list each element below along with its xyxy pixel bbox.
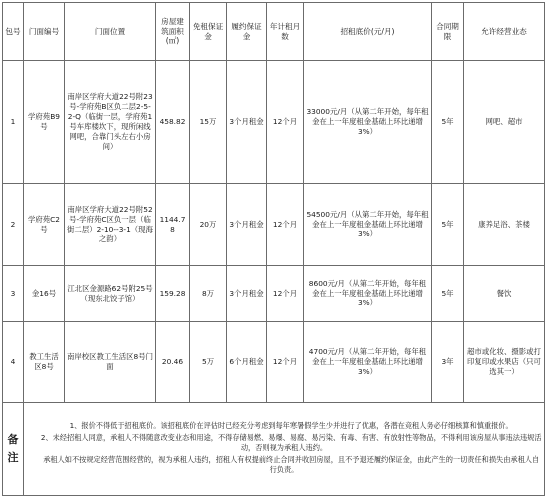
row-performance: 3个月租金: [227, 61, 267, 184]
row-price: 33000元/月（从第二年开始，每年租金在上一年度租金基础上环比递增3%）: [304, 61, 432, 184]
row-location: 南岸校区教工生活区8号门面: [65, 322, 156, 403]
row-performance: 3个月租金: [227, 266, 267, 322]
header-deposit: 免租保证金: [190, 3, 227, 61]
row-no: 2: [3, 184, 24, 266]
row-term: 12个月: [267, 266, 304, 322]
row-business: 超市或化妆、摄影或打印复印或水果店（只可选其一）: [464, 322, 545, 403]
table-row: [3, 61, 545, 184]
row-period: 3年: [432, 322, 464, 403]
row-no: 1: [3, 61, 24, 184]
row-area: 20.46: [156, 322, 190, 403]
row-performance: 6个月租金: [227, 322, 267, 403]
row-period: 5年: [432, 184, 464, 266]
row-location: 南岸区学府大道22号附52号-学府苑C区负一层（临街二层）2-10--3-1（现海之韵）: [65, 184, 156, 266]
row-no: 3: [3, 266, 24, 322]
row-door: 教工生活区8号: [24, 322, 65, 403]
row-business: 康养足浴、茶楼: [464, 184, 545, 266]
header-location: 门面位置: [65, 3, 156, 61]
table-row: [3, 184, 545, 266]
row-no: 4: [3, 322, 24, 403]
row-area: 458.82: [156, 61, 190, 184]
row-price: 4700元/月（从第二年开始，每年租金在上一年度租金基础上环比递增3%）: [304, 322, 432, 403]
row-deposit: 5万: [190, 322, 227, 403]
row-price: 8600元/月（从第二年开始，每年租金在上一年度租金基础上环比递增3%）: [304, 266, 432, 322]
header-bao-hao: 包号: [3, 3, 24, 61]
notes-label: 备注: [3, 403, 24, 496]
row-door: 学府苑B9号: [24, 61, 65, 184]
header-business: 允许经营业态: [464, 3, 545, 61]
note-line: 承租人如不按规定经营范围经营的，视为承租人违约，招租人有权提前终止合同并收回房屋，且不予退还履约保证金，由此产生的一切责任和损失由承租人自行负责。: [43, 454, 540, 475]
header-term: 年计租月数: [267, 3, 304, 61]
header-row: [3, 3, 545, 61]
rental-table: [2, 2, 545, 496]
note-line: 2、未经招租人同意，承租人不得随意改变业态和用途，不得存储易燃、易爆、易腐、易污染、有毒、有害、有放射性等物品，不得利用该房屋从事违法违规活动，否则视为承租人违约。: [40, 432, 542, 453]
row-term: 12个月: [267, 322, 304, 403]
row-period: 5年: [432, 266, 464, 322]
note-line: 1、报价不得低于招租底价。该招租底价在评估时已经充分考虑到每年寒暑假学生少并进行了优惠，各潜在竞租人务必仔细核算和慎重报价。: [69, 421, 513, 431]
row-term: 12个月: [267, 184, 304, 266]
header-price: 招租底价(元/月): [304, 3, 432, 61]
row-door: 学府苑C2号: [24, 184, 65, 266]
row-performance: 3个月租金: [227, 184, 267, 266]
row-area: 1144.78: [156, 184, 190, 266]
notes-row: [3, 403, 545, 496]
row-area: 159.28: [156, 266, 190, 322]
row-deposit: 20万: [190, 184, 227, 266]
row-deposit: 15万: [190, 61, 227, 184]
header-period: 合同期限: [432, 3, 464, 61]
row-price: 54500元/月（从第二年开始，每年租金在上一年度租金基础上环比递增3%）: [304, 184, 432, 266]
row-business: 网吧、超市: [464, 61, 545, 184]
row-business: 餐饮: [464, 266, 545, 322]
table-row: [3, 322, 545, 403]
row-location: 南岸区学府大道22号附23号-学府苑B区负二层2-5-2-Q（临街一层，学府苑1号车库楼坎下，现所闲线网吧，合靠门头左右小房间）: [65, 61, 156, 184]
table-row: [3, 266, 545, 322]
row-location: 江北区金源路62号附25号（现东北饺子馆）: [65, 266, 156, 322]
row-period: 5年: [432, 61, 464, 184]
row-term: 12个月: [267, 61, 304, 184]
header-performance: 履约保证金: [227, 3, 267, 61]
row-door: 金16号: [24, 266, 65, 322]
notes-content: [24, 403, 545, 496]
row-deposit: 8万: [190, 266, 227, 322]
header-door-no: 门面编号: [24, 3, 65, 61]
header-area: 房屋建筑面积(㎡): [156, 3, 190, 61]
